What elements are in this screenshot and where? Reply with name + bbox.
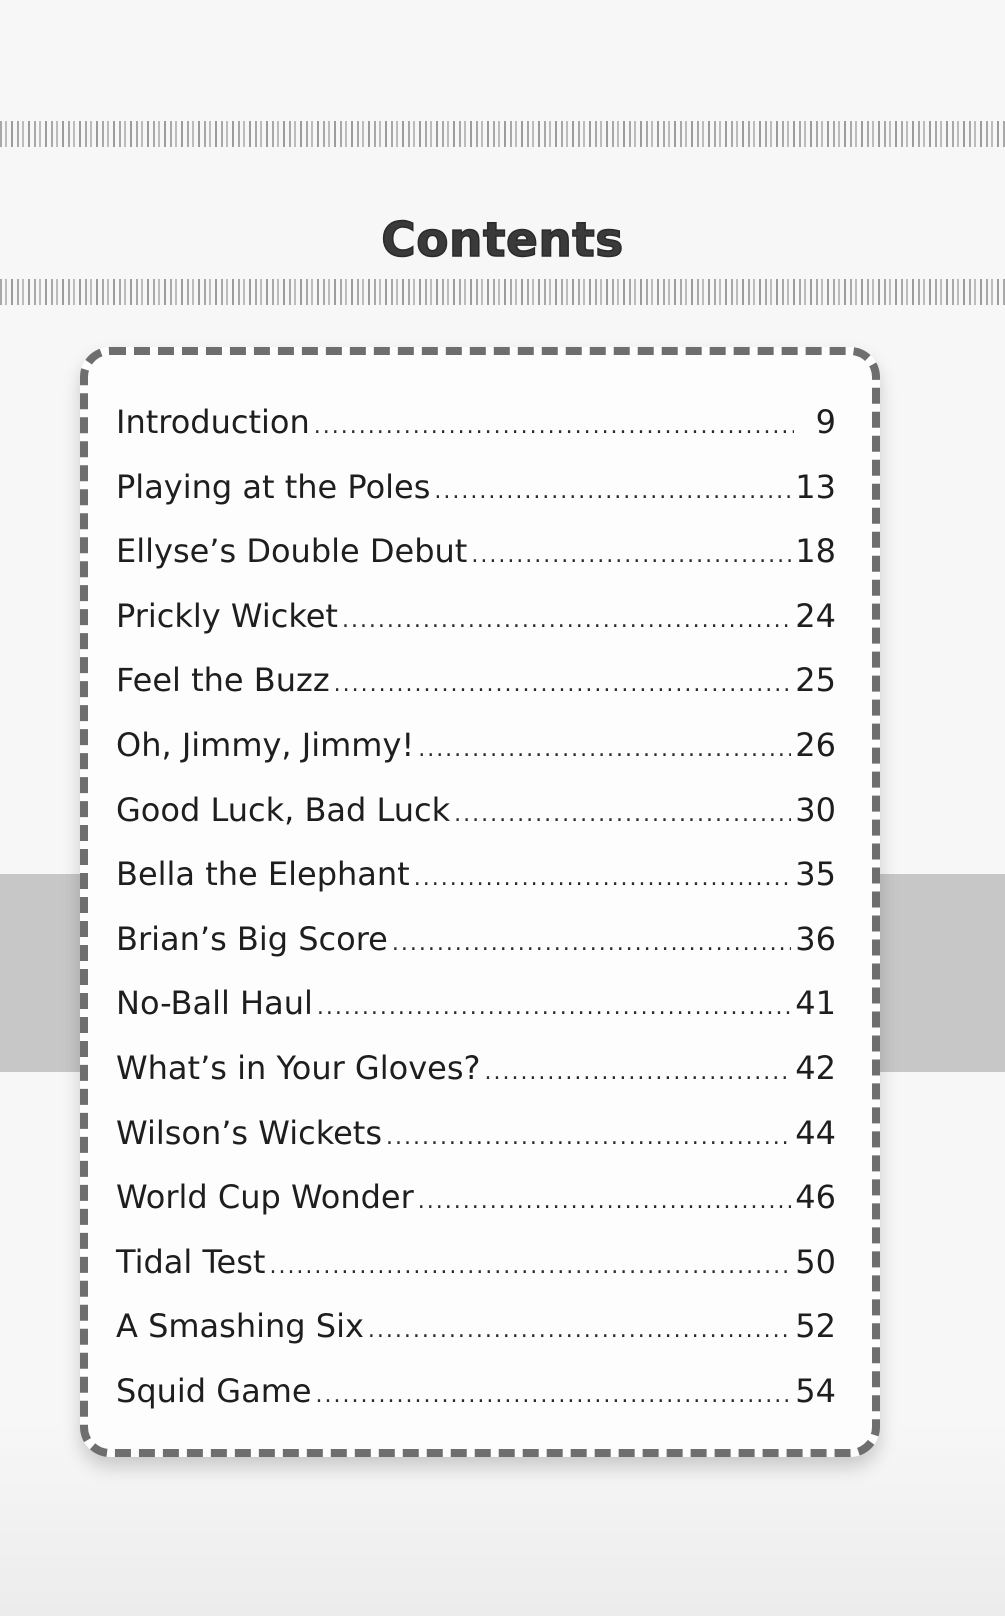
toc-entry-page-number: 42 bbox=[795, 1048, 836, 1087]
toc-entry[interactable] bbox=[116, 648, 836, 713]
toc-entry-page-number: 25 bbox=[795, 661, 836, 700]
page-title: Contents bbox=[381, 213, 624, 269]
toc-entry-title: World Cup Wonder bbox=[116, 1178, 414, 1217]
toc-entry-page-number: 36 bbox=[795, 919, 836, 958]
leader-dots bbox=[392, 912, 791, 977]
toc-entry-page-number: 13 bbox=[795, 467, 836, 506]
toc-entry[interactable] bbox=[116, 1165, 836, 1230]
toc-entry-title: Wilson’s Wickets bbox=[116, 1113, 382, 1152]
toc-entry-page-number: 9 bbox=[815, 403, 836, 441]
toc-entry[interactable] bbox=[116, 584, 836, 649]
toc-entry-page-number: 52 bbox=[795, 1307, 836, 1346]
toc-entry-title: Introduction bbox=[116, 403, 310, 441]
toc-entry[interactable] bbox=[116, 842, 836, 907]
toc-entry-title: Ellyse’s Double Debut bbox=[116, 532, 468, 571]
toc-entry[interactable] bbox=[116, 1036, 836, 1101]
leader-dots bbox=[418, 1170, 792, 1235]
toc-entry-page-number: 46 bbox=[795, 1178, 836, 1217]
leader-dots bbox=[386, 1106, 791, 1171]
decorative-rule-bottom bbox=[0, 279, 1005, 305]
toc-entry[interactable] bbox=[116, 1294, 836, 1359]
toc-entry-page-number: 30 bbox=[795, 790, 836, 829]
decorative-rule-top bbox=[0, 121, 1005, 147]
leader-dots bbox=[314, 395, 794, 460]
leader-dots bbox=[334, 653, 792, 718]
toc-entry-title: No-Ball Haul bbox=[116, 984, 313, 1023]
toc-entry-title: What’s in Your Gloves? bbox=[116, 1048, 481, 1087]
toc-entry[interactable] bbox=[116, 907, 836, 972]
toc-entry-title: Good Luck, Bad Luck bbox=[116, 790, 451, 829]
leader-dots bbox=[317, 976, 791, 1041]
toc-entry-page-number: 35 bbox=[795, 855, 836, 894]
toc-entry[interactable] bbox=[116, 971, 836, 1036]
toc-entry[interactable] bbox=[116, 1101, 836, 1166]
toc-entry[interactable] bbox=[116, 778, 836, 843]
toc-entry-page-number: 44 bbox=[795, 1113, 836, 1152]
leader-dots bbox=[484, 1041, 791, 1106]
leader-dots bbox=[434, 460, 791, 525]
toc-entry[interactable] bbox=[116, 455, 836, 520]
toc-entry[interactable] bbox=[116, 519, 836, 584]
toc-entry[interactable] bbox=[116, 713, 836, 778]
leader-dots bbox=[454, 783, 791, 848]
toc-entry-title: Oh, Jimmy, Jimmy! bbox=[116, 725, 415, 764]
toc-entry-title: Brian’s Big Score bbox=[116, 919, 388, 958]
toc-entry-title: Tidal Test bbox=[116, 1242, 266, 1281]
leader-dots bbox=[368, 1299, 791, 1364]
toc-entry[interactable] bbox=[116, 390, 836, 455]
toc-entry-page-number: 18 bbox=[795, 532, 836, 571]
leader-dots bbox=[414, 847, 792, 912]
toc-entry-page-number: 26 bbox=[795, 725, 836, 764]
table-of-contents bbox=[116, 390, 836, 1424]
toc-entry-title: A Smashing Six bbox=[116, 1307, 364, 1346]
leader-dots bbox=[269, 1235, 791, 1300]
leader-dots bbox=[418, 718, 791, 783]
toc-entry[interactable] bbox=[116, 1230, 836, 1295]
toc-entry-title: Bella the Elephant bbox=[116, 855, 410, 894]
toc-entry-page-number: 24 bbox=[795, 596, 836, 635]
leader-dots bbox=[316, 1364, 792, 1429]
toc-entry-title: Squid Game bbox=[116, 1371, 312, 1410]
toc-entry-page-number: 54 bbox=[795, 1371, 836, 1410]
toc-entry-title: Prickly Wicket bbox=[116, 596, 338, 635]
leader-dots bbox=[342, 589, 791, 654]
toc-entry[interactable] bbox=[116, 1359, 836, 1424]
toc-entry-title: Feel the Buzz bbox=[116, 661, 330, 700]
toc-entry-title: Playing at the Poles bbox=[116, 467, 431, 506]
toc-entry-page-number: 41 bbox=[795, 984, 836, 1023]
leader-dots bbox=[471, 524, 791, 589]
toc-entry-page-number: 50 bbox=[795, 1242, 836, 1281]
